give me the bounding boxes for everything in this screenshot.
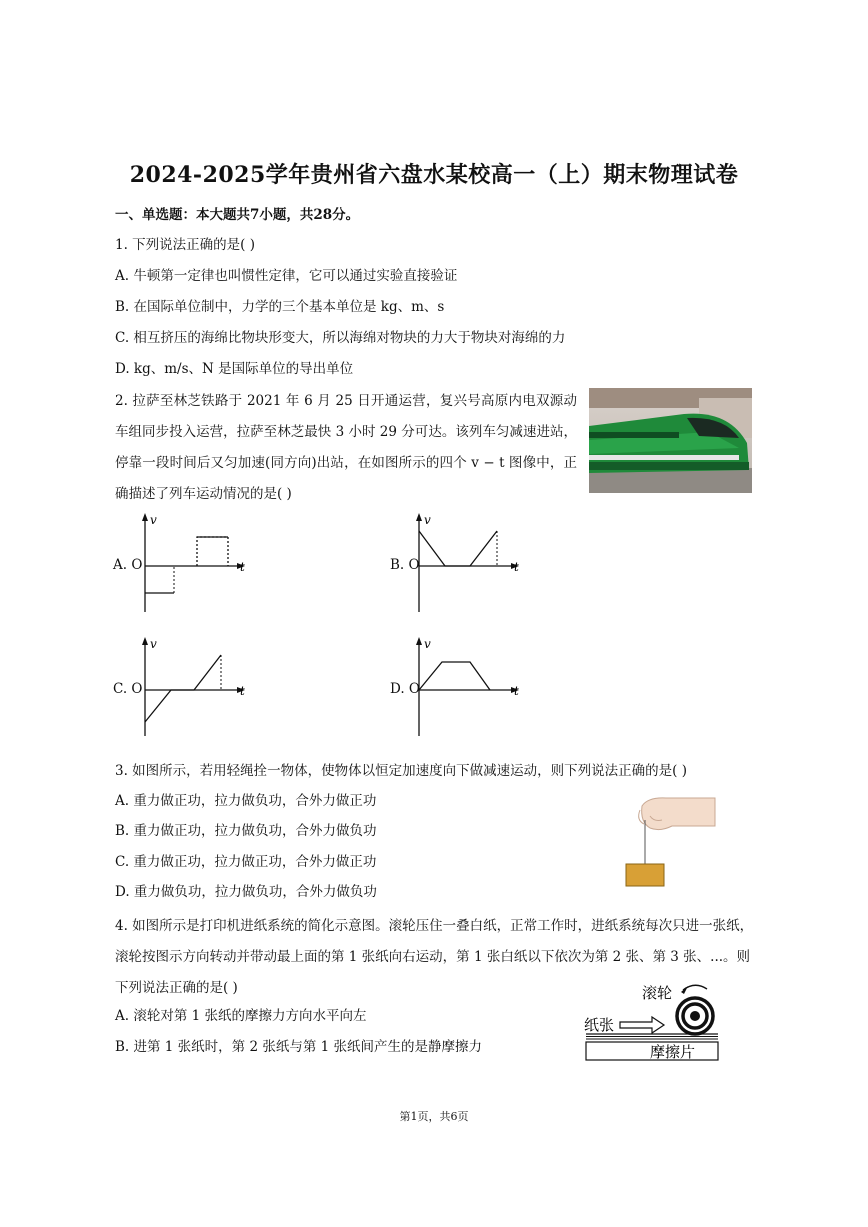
q1-option-a: A. 牛顿第一定律也叫惯性定律，它可以通过实验直接验证 xyxy=(115,268,458,284)
graph-b-label: B. O xyxy=(390,557,420,573)
q4-option-b: B. 进第 1 张纸时，第 2 张纸与第 1 张纸间产生的是静摩擦力 xyxy=(115,1039,483,1055)
q1-stem: 1. 下列说法正确的是( ) xyxy=(115,237,255,253)
graph-c-label: C. O xyxy=(113,681,143,697)
printer-feed-figure xyxy=(580,973,730,1065)
graph-b xyxy=(412,512,527,616)
graph-a-t-label: t xyxy=(240,560,245,574)
q2-stem: 2. 拉萨至林芝铁路于 2021 年 6 月 25 日开通运营，复兴号高原内电双源动车组同步投入运营，拉萨至林芝最快 3 小时 29 分可达。该列车匀减速进站，停靠一段时间后又匀加速(同方向)出站，在如图所示的四个 v − t 图像中，正确描述了列车运动情况的是( ) xyxy=(115,393,577,502)
graph-b-t-label: t xyxy=(514,560,519,574)
q1-option-b: B. 在国际单位制中，力学的三个基本单位是 kg、m、s xyxy=(115,299,445,315)
graph-c-v-label: v xyxy=(150,637,157,651)
q3-option-c: C. 重力做正功，拉力做正功，合外力做正功 xyxy=(115,854,377,870)
graph-c xyxy=(138,636,253,740)
graph-d-v-label: v xyxy=(424,637,431,651)
q4-stem: 4. 如图所示是打印机进纸系统的简化示意图。滚轮压住一叠白纸，正常工作时，进纸系统每次只进一张纸，滚轮按图示方向转动并带动最上面的第 1 张纸向右运动，第 1 张白纸以下依次为第 2 张、第 3 张、...。则下列说法正确的是( ) xyxy=(115,918,754,996)
graph-a-v-label: v xyxy=(150,513,157,527)
roller-label: 滚轮 xyxy=(642,984,673,1002)
graph-a xyxy=(138,512,253,616)
page-title: 2024-2025学年贵州省六盘水某校高一（上）期末物理试卷 xyxy=(129,162,739,188)
graph-c-t-label: t xyxy=(240,684,245,698)
hand-rope-block-figure xyxy=(620,792,720,888)
q1-option-c: C. 相互挤压的海绵比物块形变大，所以海绵对物块的力大于物块对海绵的力 xyxy=(115,330,566,346)
graph-b-v-label: v xyxy=(424,513,431,527)
paper-label: 纸张 xyxy=(584,1016,615,1034)
q4-option-a: A. 滚轮对第 1 张纸的摩擦力方向水平向左 xyxy=(115,1008,367,1024)
train-photo xyxy=(589,388,752,493)
q3-option-a: A. 重力做正功，拉力做负功，合外力做正功 xyxy=(115,793,377,809)
graph-d-t-label: t xyxy=(514,684,519,698)
section-heading: 一、单选题：本大题共7小题，共28分。 xyxy=(115,207,360,223)
q3-option-d: D. 重力做负功，拉力做负功，合外力做负功 xyxy=(115,884,377,900)
page-footer: 第1页，共6页 xyxy=(399,1110,469,1123)
graph-a-label: A. O xyxy=(113,557,143,573)
graph-d xyxy=(412,636,527,740)
q1-option-d: D. kg、m/s、N 是国际单位的导出单位 xyxy=(115,361,354,377)
q3-option-b: B. 重力做正功，拉力做负功，合外力做负功 xyxy=(115,823,377,839)
q3-stem: 3. 如图所示，若用轻绳拴一物体，使物体以恒定加速度向下做减速运动，则下列说法正确的是( ) xyxy=(115,763,687,779)
friction-pad-label: 摩擦片 xyxy=(650,1043,696,1061)
graph-d-label: D. O xyxy=(390,681,420,697)
